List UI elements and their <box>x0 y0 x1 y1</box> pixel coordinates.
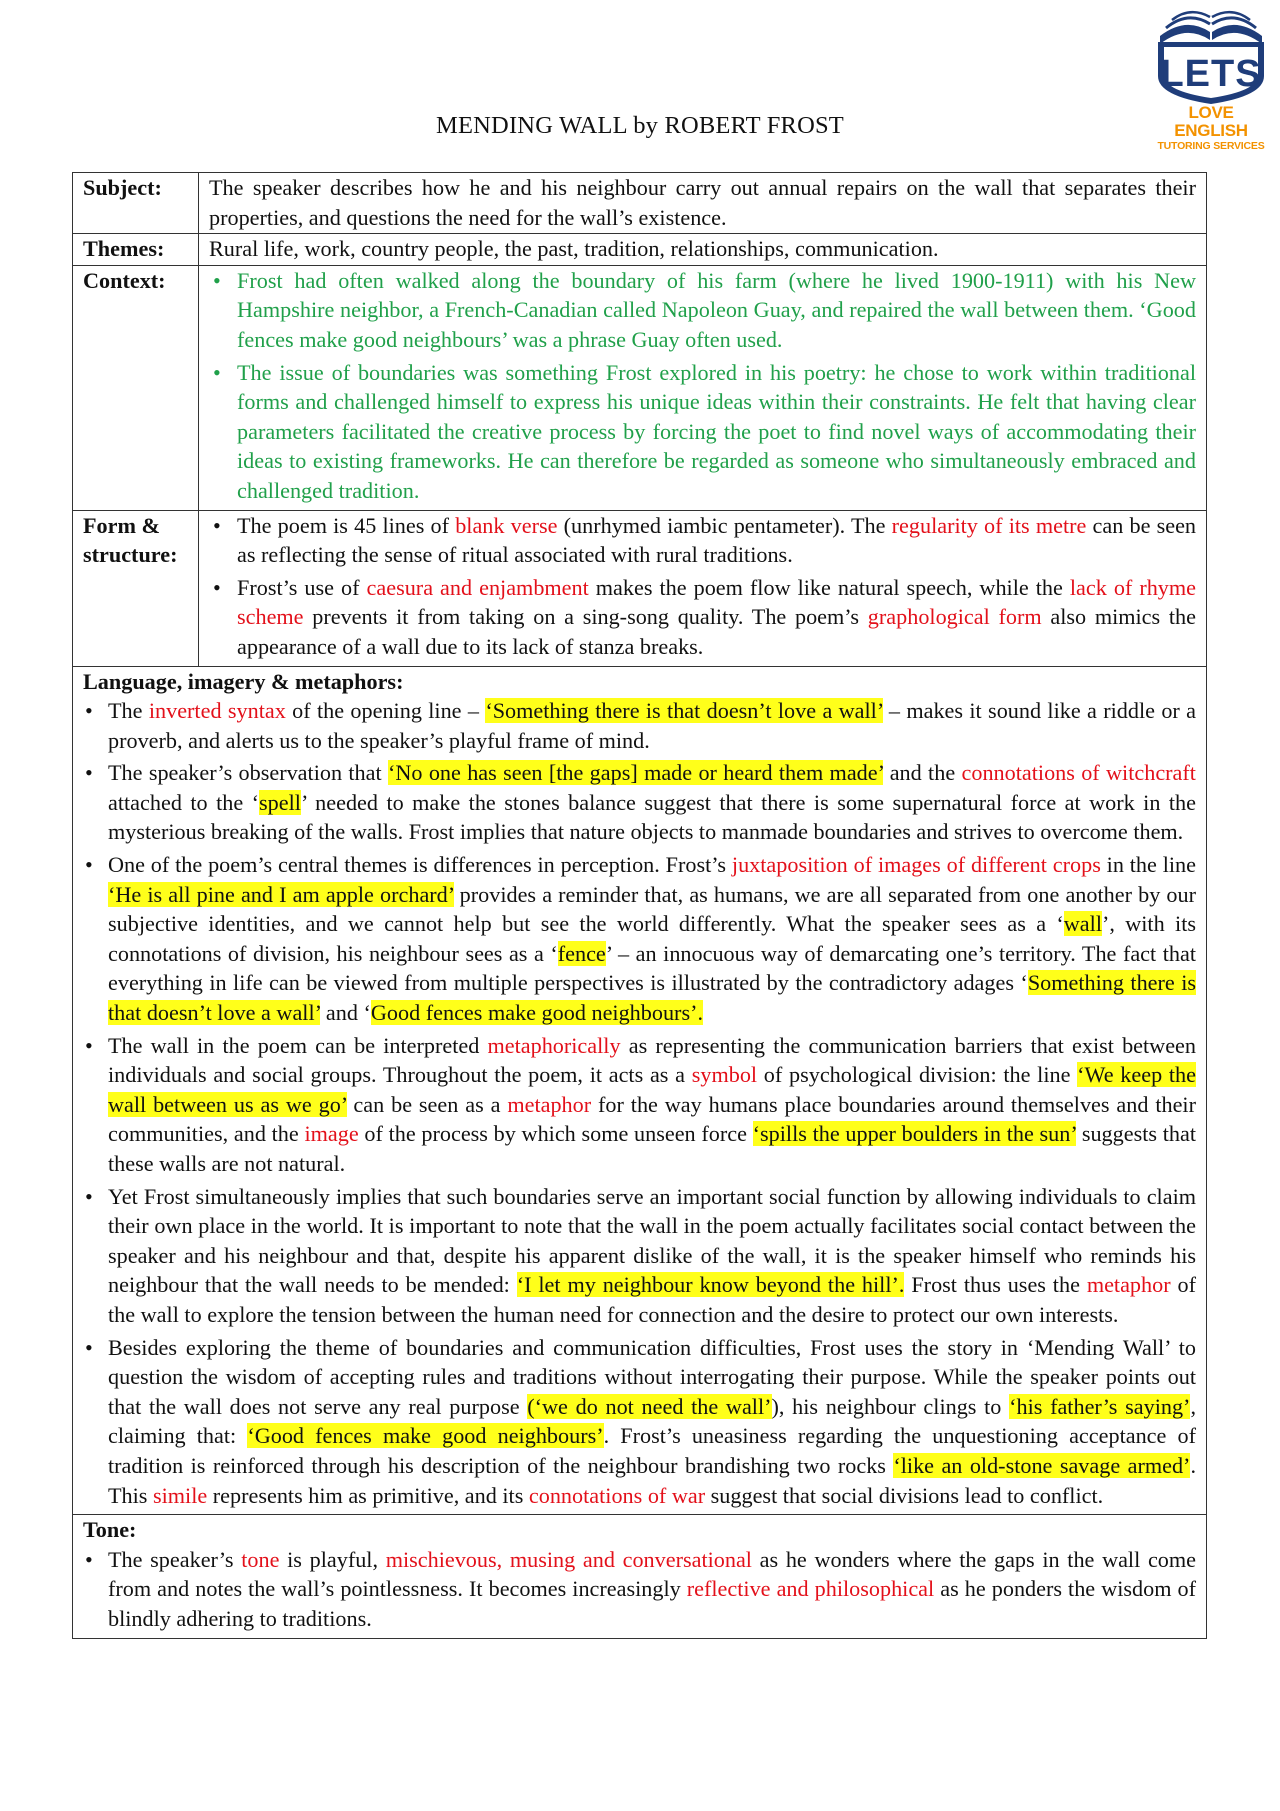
subject-text: The speaker describes how he and his neighbour carry out annual repairs on the wall that separates their properties, and questions the need for the wall’s existence. <box>199 173 1207 234</box>
language-cell <box>73 666 1207 1515</box>
language-heading: Language, imagery & metaphors: <box>83 668 404 694</box>
language-list <box>83 696 1196 1510</box>
form-cell <box>199 510 1207 666</box>
context-label: Context: <box>73 265 199 510</box>
context-item: • Frost had often walked along the boundary of his farm (where he lived 1900-1911) with his New Hampshire neighbor, a French-Canadian called Napoleon Guay, and repaired the wall between them. ‘Good fences make good neighbours’ was a phrase Guay often used. <box>209 266 1196 355</box>
analysis-table <box>72 172 1207 1639</box>
form-item: • Frost’s use of caesura and enjambment makes the poem flow like natural speech, while the lack of rhyme scheme prevents it from taking on a sing-song quality. The poem’s graphological form also mimics the appearance of a wall due to its lack of stanza breaks. <box>209 573 1196 662</box>
open-book-icon <box>1152 6 1270 106</box>
row-tone <box>73 1515 1207 1638</box>
row-themes <box>73 234 1207 266</box>
context-list <box>209 266 1196 506</box>
themes-label: Themes: <box>73 234 199 266</box>
logo-line1: LOVE ENGLISH <box>1174 103 1248 140</box>
context-cell <box>199 265 1207 510</box>
form-label-line1: Form & <box>83 512 161 538</box>
logo-letters: LETS <box>1160 53 1262 95</box>
subject-label: Subject: <box>73 173 199 234</box>
tone-heading: Tone: <box>83 1517 137 1543</box>
context-item: • The issue of boundaries was something Frost explored in his poetry: he chose to work within traditional forms and challenged himself to express his unique ideas within their constraints. He felt that having clear parameters facilitated the creative process by forcing the poet to find novel ways of accommodating their ideas to existing frameworks. He can therefore be regarded as someone who simultaneously embraced and challenged tradition. <box>209 358 1196 506</box>
row-context <box>73 265 1207 510</box>
row-subject <box>73 173 1207 234</box>
tone-item: • The speaker’s tone is playful, mischievous, musing and conversational as he wonders where the gaps in the wall come from and notes the wall’s pointlessness. It becomes increasingly reflective and philosophical as he ponders the wisdom of blindly adhering to traditions. <box>83 1545 1196 1634</box>
page-title: MENDING WALL by ROBERT FROST <box>436 112 844 139</box>
language-item: • The inverted syntax of the opening line – ‘Something there is that doesn’t love a wall’ – makes it sound like a riddle or a proverb, and alerts us to the speaker’s playful frame of mind. <box>83 696 1196 755</box>
logo-line2: TUTORING SERVICES <box>1157 140 1265 152</box>
form-label <box>73 510 199 666</box>
language-item: • The wall in the poem can be interpreted metaphorically as representing the communication barriers that exist between individuals and social groups. Throughout the poem, it acts as a symbol of psychological division: the line ‘We keep the wall between us as we go’ can be seen as a metaphor for the way humans place boundaries around themselves and their communities, and the image of the process by which some unseen force ‘spills the upper boulders in the sun’ suggests that these walls are not natural. <box>83 1031 1196 1179</box>
form-label-line2: structure: <box>83 542 178 568</box>
tone-list <box>83 1545 1196 1634</box>
row-language <box>73 666 1207 1515</box>
language-item: • One of the poem’s central themes is differences in perception. Frost’s juxtaposition of images of different crops in the line ‘He is all pine and I am apple orchard’ provides a reminder that, as humans, we are all separated from one another by our subjective identities, and we cannot help but see the world differently. What the speaker sees as a ‘wall’, with its connotations of division, his neighbour sees as a ‘fence’ – an innocuous way of demarcating one’s territory. The fact that everything in life can be viewed from multiple perspectives is illustrated by the contradictory adages ‘Something there is that doesn’t love a wall’ and ‘Good fences make good neighbours’. <box>83 850 1196 1028</box>
language-item: • Besides exploring the theme of boundaries and communication difficulties, Frost uses the story in ‘Mending Wall’ to question the wisdom of accepting rules and traditions without interrogating their purpose. While the speaker points out that the wall does not serve any real purpose (‘we do not need the wall’), his neighbour clings to ‘his father’s saying’, claiming that: ‘Good fences make good neighbours’. Frost’s uneasiness regarding the unquestioning acceptance of tradition is reinforced through his description of the neighbour brandishing two rocks ‘like an old-stone savage armed’. This simile represents him as primitive, and its connotations of war suggest that social divisions lead to conflict. <box>83 1333 1196 1511</box>
row-form <box>73 510 1207 666</box>
form-list <box>209 511 1196 662</box>
themes-text: Rural life, work, country people, the past, tradition, relationships, communication. <box>199 234 1207 266</box>
language-item: • The speaker’s observation that ‘No one has seen [the gaps] made or heard them made’ and the connotations of witchcraft attached to the ‘spell’ needed to make the stones balance suggest that there is some supernatural force at work in the mysterious breaking of the walls. Frost implies that nature objects to manmade boundaries and strives to overcome them. <box>83 758 1196 847</box>
language-item: • Yet Frost simultaneously implies that such boundaries serve an important social function by allowing individuals to claim their own place in the world. It is important to note that the wall in the poem actually facilitates social contact between the speaker and his neighbour and that, despite his apparent dislike of the wall, it is the speaker himself who reminds his neighbour that the wall needs to be mended: ‘I let my neighbour know beyond the hill’. Frost thus uses the metaphor of the wall to explore the tension between the human need for connection and the desire to protect our own interests. <box>83 1182 1196 1330</box>
tone-cell <box>73 1515 1207 1638</box>
form-item: • The poem is 45 lines of blank verse (unrhymed iambic pentameter). The regularity of its metre can be seen as reflecting the sense of ritual associated with rural traditions. <box>209 511 1196 570</box>
